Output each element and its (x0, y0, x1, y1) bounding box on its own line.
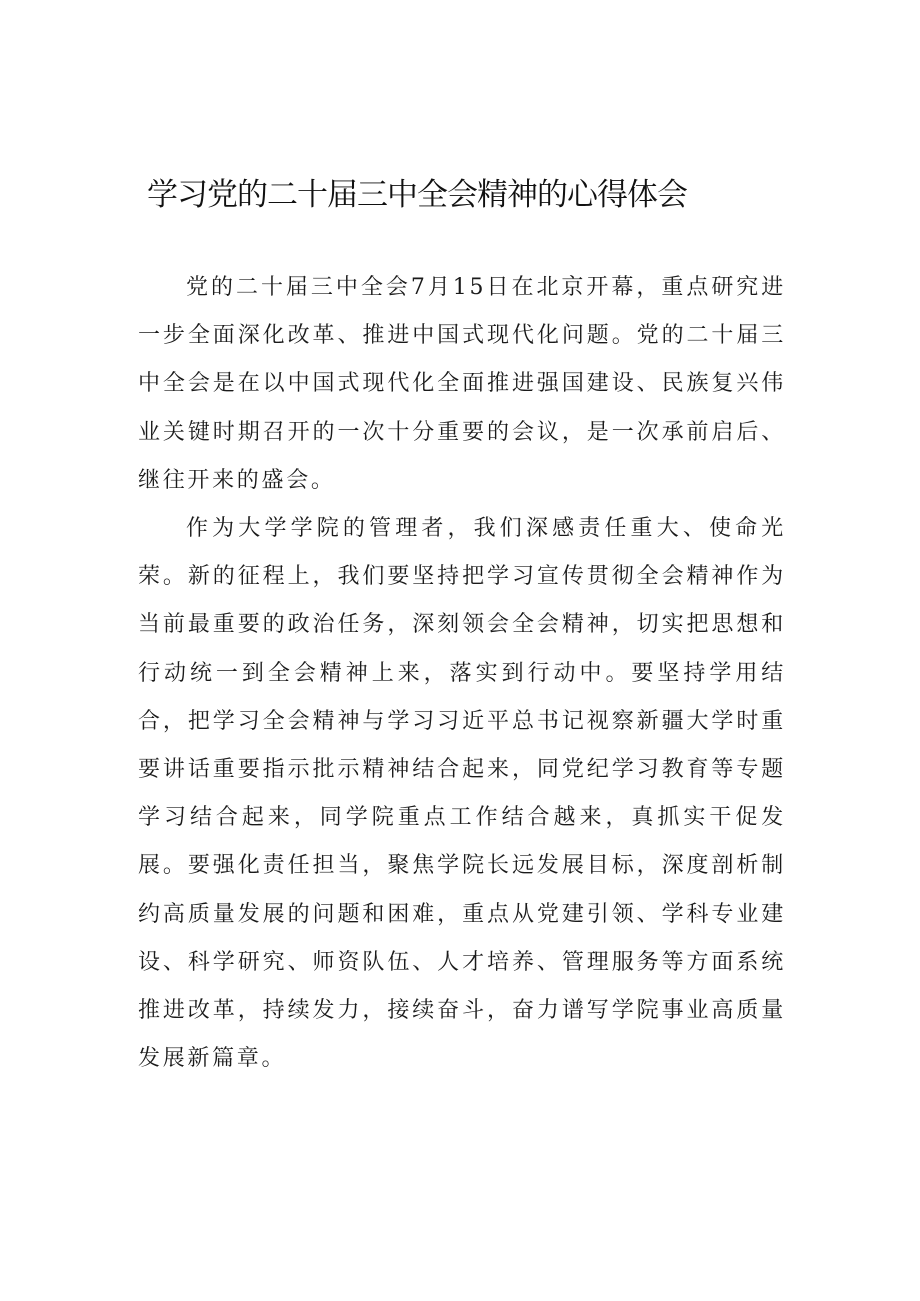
paragraph-2: 作为大学学院的管理者，我们深感责任重大、使命光荣。新的征程上，我们要坚持把学习宣传贯彻全会精神作为当前最重要的政治任务，深刻领会全会精神，切实把思想和行动统一到全会精神上来，落实到行动中。要坚持学用结合，把学习全会精神与学习习近平总书记视察新疆大学时重要讲话重要指示批示精神结合起来，同党纪学习教育等专题学习结合起来，同学院重点工作结合越来，真抓实干促发展。要强化责任担当，聚焦学院长远发展目标，深度剖析制约高质量发展的问题和困难，重点从党建引领、学科专业建设、科学研究、师资队伍、人才培养、管理服务等方面系统推进改革，持续发力，接续奋斗，奋力谱写学院事业高质量发展新篇章。 (138, 516, 786, 1072)
paragraph-1: 党的二十届三中全会7月15日在北京开幕，重点研究进一步全面深化改革、推进中国式现代化问题。党的二十届三中全会是在以中国式现代化全面推进强国建设、民族复兴伟业关键时期召开的一次十分重要的会议，是一次承前启后、继往开来的盛会。 (138, 275, 786, 493)
document-title: 学习党的二十届三中全会精神的心得体会 (147, 177, 687, 213)
document-body (138, 264, 786, 1083)
